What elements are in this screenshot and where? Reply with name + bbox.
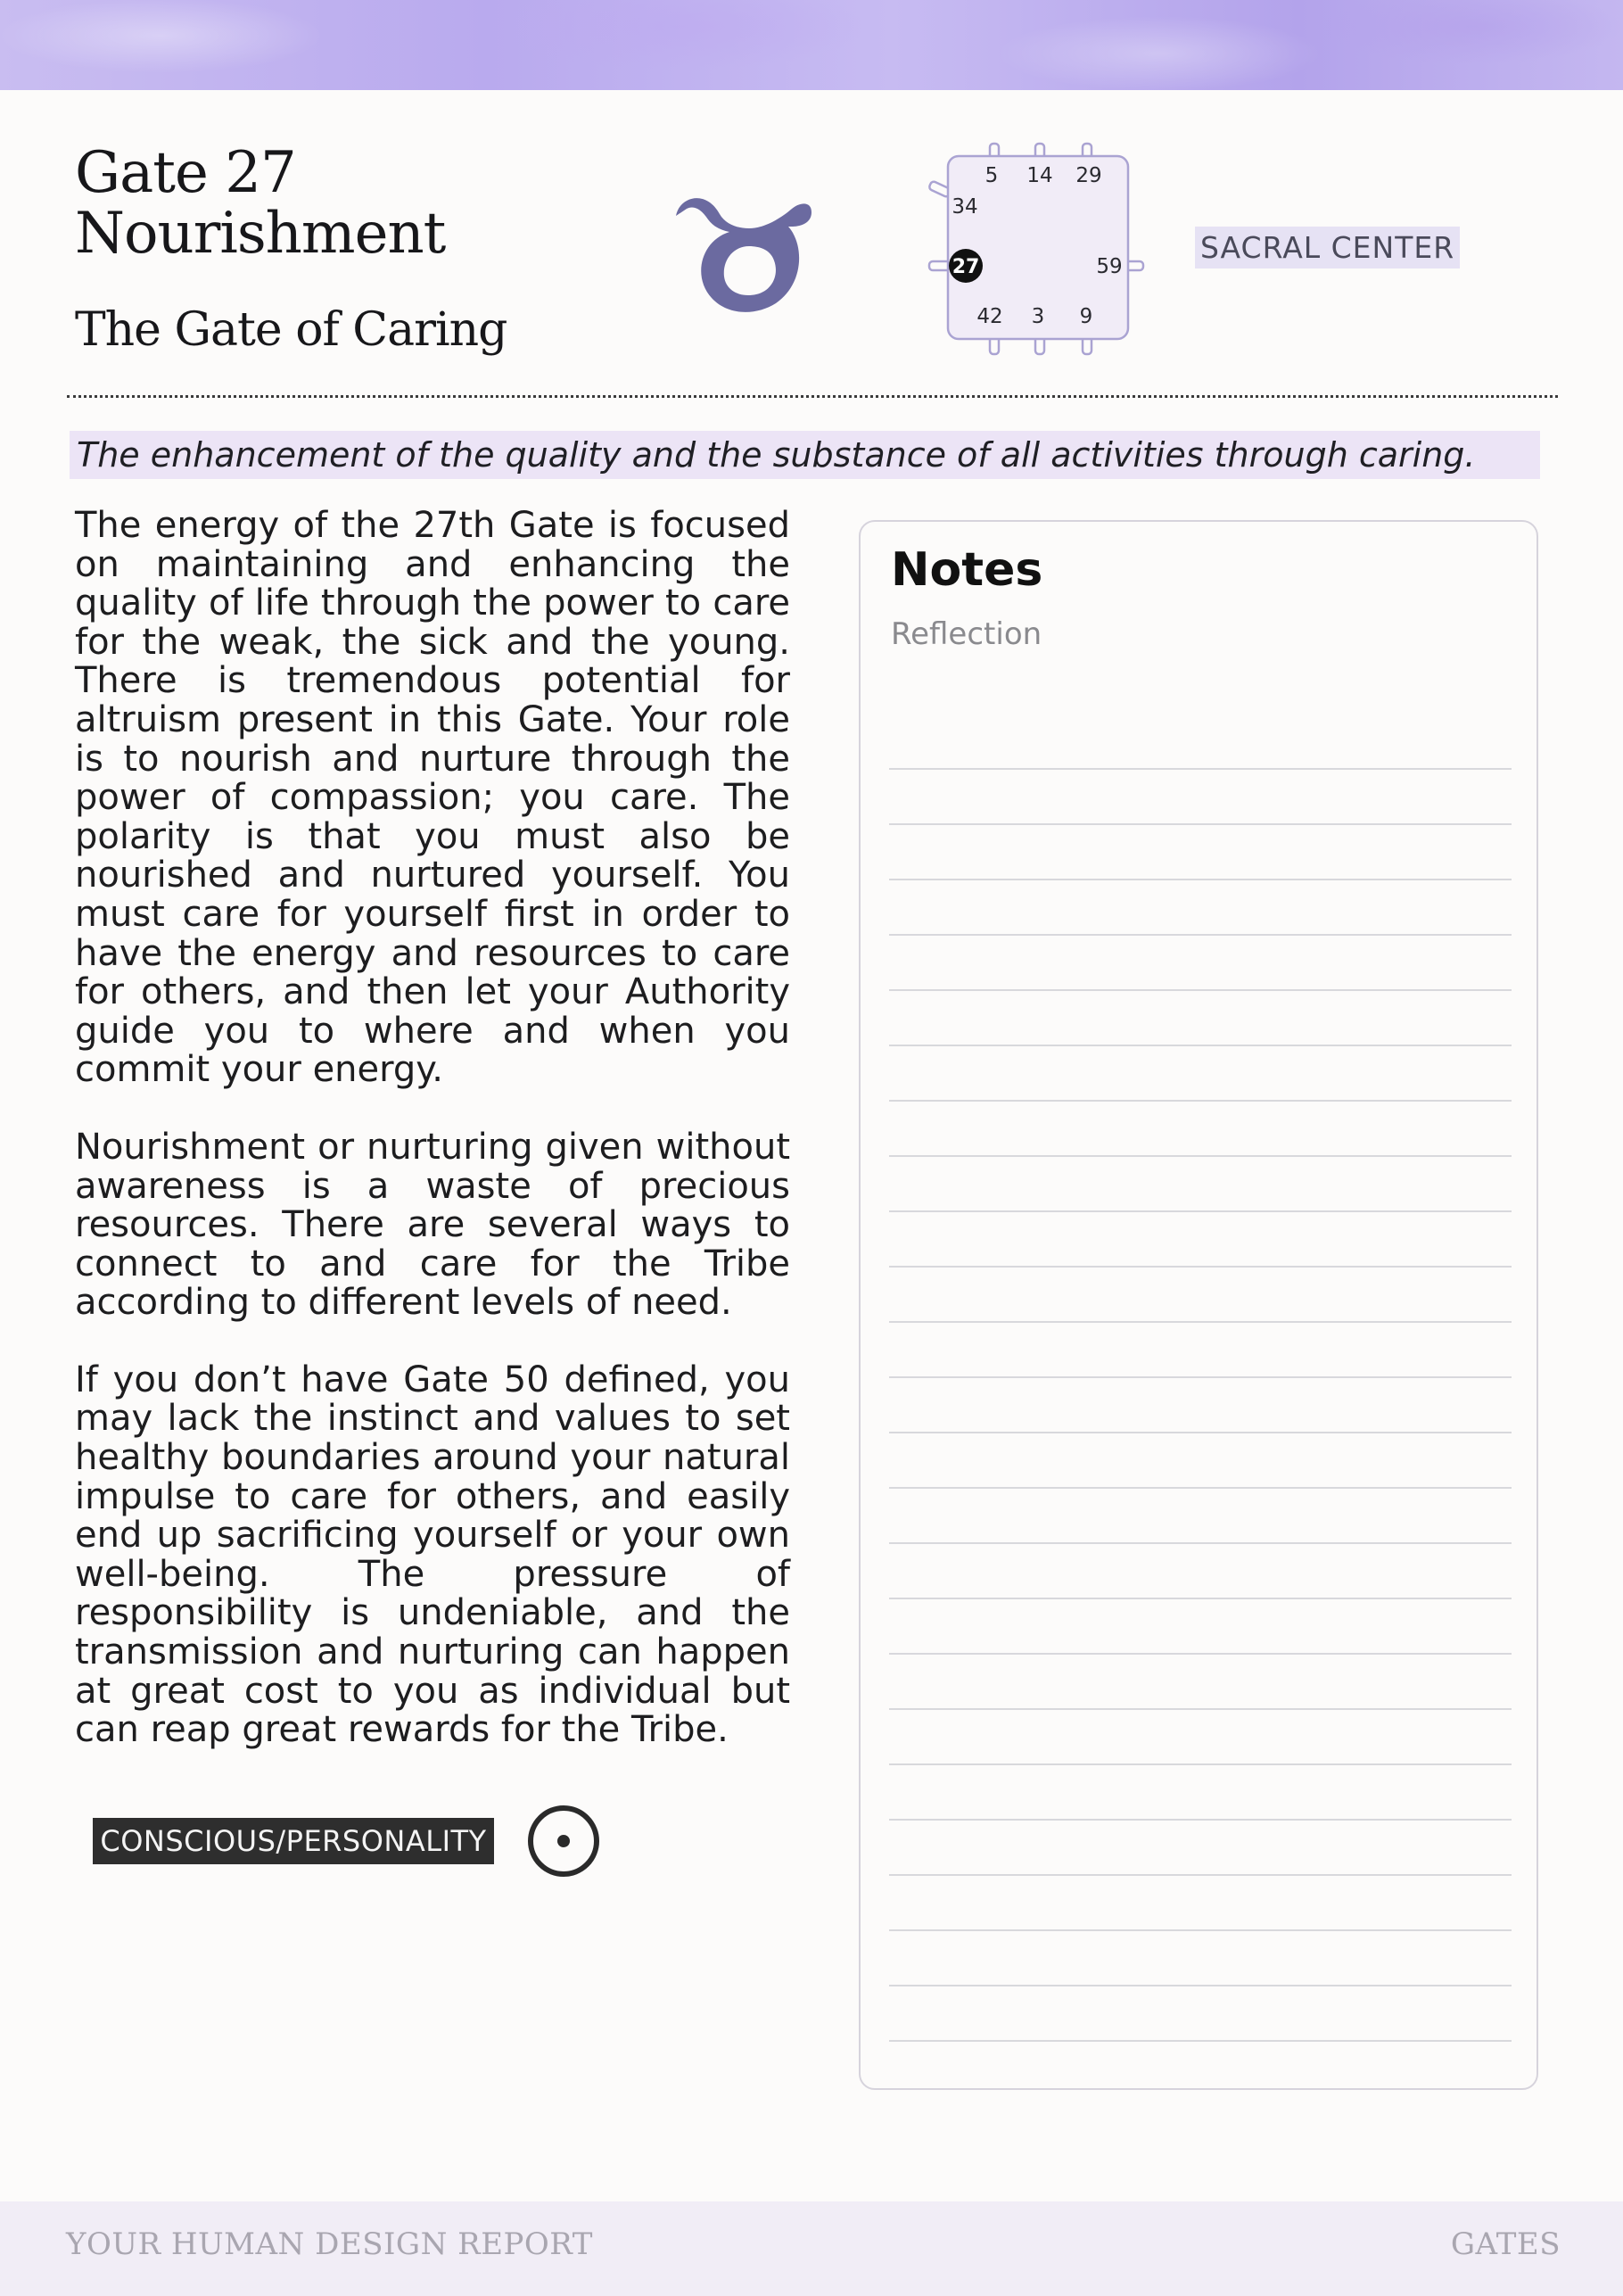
note-line[interactable] xyxy=(889,1103,1512,1157)
notes-panel[interactable] xyxy=(859,520,1538,2090)
page-footer xyxy=(0,2201,1623,2296)
footer-section-label: GATES xyxy=(1450,2226,1561,2262)
note-line[interactable] xyxy=(889,1712,1512,1765)
gate-27-label: 27 xyxy=(952,256,980,278)
note-line[interactable] xyxy=(889,1546,1512,1599)
header-banner xyxy=(0,0,1623,90)
description-paragraph: Nourishment or nurturing given without awareness is a waste of precious resources. There are several ways to connect to and care for the Tribe according to different levels of need. xyxy=(75,1126,790,1324)
note-line[interactable] xyxy=(889,1933,1512,1986)
note-line[interactable] xyxy=(889,1048,1512,1102)
footer-report-title: YOUR HUMAN DESIGN REPORT xyxy=(66,2226,593,2262)
note-line[interactable] xyxy=(889,1656,1512,1710)
note-line[interactable] xyxy=(889,1380,1512,1433)
activation-tag: CONSCIOUS/PERSONALITY xyxy=(93,1818,494,1864)
gate-42-label: 42 xyxy=(976,305,1003,328)
description-paragraph: The energy of the 27th Gate is focused on maintaining and enhancing the quality of life through the power to care for the weak, the sick and the young. There is tremendous potential for altruism present in this Gate. Your role is to nourish and nurture through the power of compassion; you care. The polarity is that you must also be nourished and nurtured yourself. You must care for yourself first in order to have the energy and resources to care for others, and then let your Authority guide you to where and when you commit your energy. xyxy=(75,505,790,1091)
note-line[interactable] xyxy=(889,1159,1512,1212)
description-paragraph: If you don’t have Gate 50 defined, you may lack the instinct and values to set healthy boundaries around your natural impulse to care for others, and easily end up sacrificing yourself or your own well-being. The pressure of responsibility is undeniable, and the transmission and nurturing can happen at great cost to you as individual but can reap great rewards for the Tribe. xyxy=(75,1359,790,1751)
gate-14-label: 14 xyxy=(1026,164,1053,187)
gate-3-label: 3 xyxy=(1031,305,1045,328)
gate-subtitle: The Gate of Caring xyxy=(75,303,507,357)
page-title xyxy=(75,140,446,267)
gate-quote: The enhancement of the quality and the substance of all activities through caring. xyxy=(70,431,1540,479)
note-line[interactable] xyxy=(889,1491,1512,1544)
center-label-badge: SACRAL CENTER xyxy=(1195,227,1460,268)
gate-name: Nourishment xyxy=(75,201,446,267)
note-line[interactable] xyxy=(889,716,1512,770)
note-line[interactable] xyxy=(889,1988,1512,2042)
gate-description xyxy=(75,507,790,1788)
note-line[interactable] xyxy=(889,1435,1512,1489)
notes-subtitle: Reflection xyxy=(891,616,1042,652)
note-line[interactable] xyxy=(889,772,1512,825)
note-line[interactable] xyxy=(889,993,1512,1046)
note-line[interactable] xyxy=(889,882,1512,936)
note-line[interactable] xyxy=(889,1269,1512,1323)
note-line[interactable] xyxy=(889,937,1512,991)
note-line[interactable] xyxy=(889,1767,1512,1821)
gate-59-label: 59 xyxy=(1096,255,1123,278)
note-line[interactable] xyxy=(889,1822,1512,1876)
sacral-center-diagram xyxy=(919,138,1159,361)
taurus-icon xyxy=(671,178,815,314)
notes-title: Notes xyxy=(891,543,1043,597)
note-line[interactable] xyxy=(889,1214,1512,1268)
gate-29-label: 29 xyxy=(1075,164,1102,187)
note-line[interactable] xyxy=(889,1878,1512,1931)
gate-5-label: 5 xyxy=(985,164,999,187)
gate-34-label: 34 xyxy=(952,195,978,219)
note-line[interactable] xyxy=(889,827,1512,880)
gate-9-label: 9 xyxy=(1079,305,1093,328)
sun-icon xyxy=(526,1804,601,1879)
notes-writing-area[interactable] xyxy=(889,716,1512,2044)
note-line[interactable] xyxy=(889,1601,1512,1655)
note-line[interactable] xyxy=(889,1325,1512,1378)
header-divider xyxy=(67,395,1558,398)
gate-number: Gate 27 xyxy=(75,140,296,206)
